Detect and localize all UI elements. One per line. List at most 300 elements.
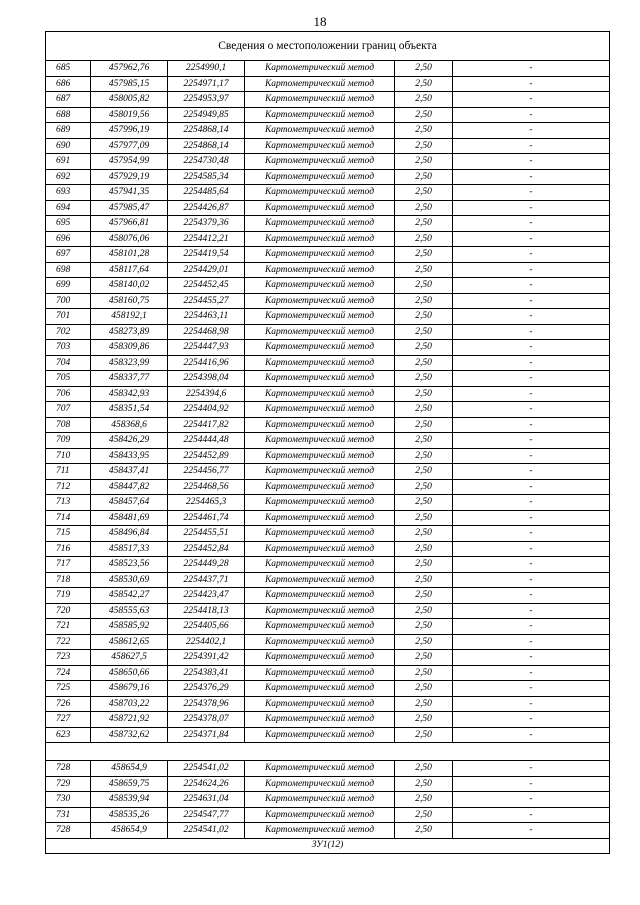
coordinate-x-cell: 458659,75 xyxy=(91,776,168,792)
description-cell: - xyxy=(453,479,610,495)
table-row xyxy=(46,526,610,542)
method-cell: Картометрический метод xyxy=(245,510,395,526)
point-number-cell: 717 xyxy=(46,557,91,573)
table-row xyxy=(46,355,610,371)
coordinate-y-cell: 2254429,01 xyxy=(168,262,245,278)
coordinate-x-cell: 458351,54 xyxy=(91,402,168,418)
accuracy-cell: 2,50 xyxy=(395,464,453,480)
coordinate-y-cell: 2254456,77 xyxy=(168,464,245,480)
point-number-cell: 702 xyxy=(46,324,91,340)
point-number-cell: 694 xyxy=(46,200,91,216)
accuracy-cell: 2,50 xyxy=(395,309,453,325)
coordinate-x-cell: 458721,92 xyxy=(91,712,168,728)
coordinate-x-cell: 458732,62 xyxy=(91,727,168,743)
accuracy-cell: 2,50 xyxy=(395,433,453,449)
description-cell: - xyxy=(453,541,610,557)
accuracy-cell: 2,50 xyxy=(395,479,453,495)
accuracy-cell: 2,50 xyxy=(395,807,453,823)
accuracy-cell: 2,50 xyxy=(395,665,453,681)
accuracy-cell: 2,50 xyxy=(395,619,453,635)
coordinate-y-cell: 2254379,36 xyxy=(168,216,245,232)
description-cell: - xyxy=(453,650,610,666)
point-number-cell: 693 xyxy=(46,185,91,201)
method-cell: Картометрический метод xyxy=(245,417,395,433)
accuracy-cell: 2,50 xyxy=(395,216,453,232)
coordinate-x-cell: 458337,77 xyxy=(91,371,168,387)
accuracy-cell: 2,50 xyxy=(395,185,453,201)
point-number-cell: 727 xyxy=(46,712,91,728)
coordinate-y-cell: 2254541,02 xyxy=(168,823,245,839)
method-cell: Картометрический метод xyxy=(245,681,395,697)
coordinate-x-cell: 457977,09 xyxy=(91,138,168,154)
point-number-cell: 728 xyxy=(46,823,91,839)
method-cell: Картометрический метод xyxy=(245,216,395,232)
coordinate-x-cell: 458273,89 xyxy=(91,324,168,340)
point-number-cell: 692 xyxy=(46,169,91,185)
coordinate-x-cell: 458309,86 xyxy=(91,340,168,356)
point-number-cell: 724 xyxy=(46,665,91,681)
table-row xyxy=(46,541,610,557)
method-cell: Картометрический метод xyxy=(245,712,395,728)
method-cell: Картометрический метод xyxy=(245,696,395,712)
coordinate-y-cell: 2254376,29 xyxy=(168,681,245,697)
coordinate-x-cell: 458117,64 xyxy=(91,262,168,278)
method-cell: Картометрический метод xyxy=(245,231,395,247)
coordinate-y-cell: 2254452,84 xyxy=(168,541,245,557)
coordinate-y-cell: 2254419,54 xyxy=(168,247,245,263)
coordinate-y-cell: 2254730,48 xyxy=(168,154,245,170)
coordinate-y-cell: 2254412,21 xyxy=(168,231,245,247)
accuracy-cell: 2,50 xyxy=(395,526,453,542)
table-row xyxy=(46,603,610,619)
table-row xyxy=(46,696,610,712)
accuracy-cell: 2,50 xyxy=(395,123,453,139)
method-cell: Картометрический метод xyxy=(245,185,395,201)
point-number-cell: 687 xyxy=(46,92,91,108)
method-cell: Картометрический метод xyxy=(245,123,395,139)
coordinate-y-cell: 2254455,27 xyxy=(168,293,245,309)
description-cell: - xyxy=(453,572,610,588)
point-number-cell: 700 xyxy=(46,293,91,309)
coordinate-y-cell: 2254465,3 xyxy=(168,495,245,511)
table-row xyxy=(46,823,610,839)
coordinate-x-cell: 458192,1 xyxy=(91,309,168,325)
point-number-cell: 731 xyxy=(46,807,91,823)
coordinate-y-cell: 2254418,13 xyxy=(168,603,245,619)
method-cell: Картометрический метод xyxy=(245,309,395,325)
accuracy-cell: 2,50 xyxy=(395,634,453,650)
coordinate-y-cell: 2254391,42 xyxy=(168,650,245,666)
coordinate-x-cell: 458433,95 xyxy=(91,448,168,464)
method-cell: Картометрический метод xyxy=(245,293,395,309)
table-row xyxy=(46,572,610,588)
coordinate-x-cell: 458555,63 xyxy=(91,603,168,619)
coordinate-y-cell: 2254971,17 xyxy=(168,76,245,92)
description-cell: - xyxy=(453,417,610,433)
coordinate-x-cell: 457962,76 xyxy=(91,61,168,77)
coordinate-y-cell: 2254468,56 xyxy=(168,479,245,495)
method-cell: Картометрический метод xyxy=(245,526,395,542)
coordinate-x-cell: 458019,56 xyxy=(91,107,168,123)
coordinate-x-cell: 458654,9 xyxy=(91,823,168,839)
accuracy-cell: 2,50 xyxy=(395,650,453,666)
method-cell: Картометрический метод xyxy=(245,448,395,464)
point-number-cell: 719 xyxy=(46,588,91,604)
description-cell: - xyxy=(453,123,610,139)
method-cell: Картометрический метод xyxy=(245,572,395,588)
coordinate-x-cell: 458342,93 xyxy=(91,386,168,402)
table-row xyxy=(46,464,610,480)
table-row xyxy=(46,107,610,123)
coordinate-y-cell: 2254631,04 xyxy=(168,792,245,808)
table-row xyxy=(46,309,610,325)
coordinate-x-cell: 458654,9 xyxy=(91,761,168,777)
accuracy-cell: 2,50 xyxy=(395,138,453,154)
point-number-cell: 623 xyxy=(46,727,91,743)
method-cell: Картометрический метод xyxy=(245,200,395,216)
coordinate-y-cell: 2254404,92 xyxy=(168,402,245,418)
description-cell: - xyxy=(453,169,610,185)
table-body-main xyxy=(46,61,610,743)
point-number-cell: 686 xyxy=(46,76,91,92)
table-body-secondary xyxy=(46,761,610,839)
coordinate-x-cell: 458496,84 xyxy=(91,526,168,542)
table-row xyxy=(46,792,610,808)
description-cell: - xyxy=(453,588,610,604)
description-cell: - xyxy=(453,510,610,526)
method-cell: Картометрический метод xyxy=(245,776,395,792)
method-cell: Картометрический метод xyxy=(245,541,395,557)
accuracy-cell: 2,50 xyxy=(395,510,453,526)
point-number-cell: 708 xyxy=(46,417,91,433)
point-number-cell: 703 xyxy=(46,340,91,356)
method-cell: Картометрический метод xyxy=(245,154,395,170)
accuracy-cell: 2,50 xyxy=(395,231,453,247)
description-cell: - xyxy=(453,154,610,170)
point-number-cell: 699 xyxy=(46,278,91,294)
boundary-coordinates-table xyxy=(45,31,610,854)
description-cell: - xyxy=(453,309,610,325)
coordinate-x-cell: 458530,69 xyxy=(91,572,168,588)
table-row xyxy=(46,681,610,697)
coordinate-y-cell: 2254541,02 xyxy=(168,761,245,777)
coordinate-x-cell: 458650,66 xyxy=(91,665,168,681)
point-number-cell: 725 xyxy=(46,681,91,697)
accuracy-cell: 2,50 xyxy=(395,76,453,92)
coordinate-x-cell: 458323,99 xyxy=(91,355,168,371)
table-row xyxy=(46,495,610,511)
table-row xyxy=(46,417,610,433)
point-number-cell: 728 xyxy=(46,761,91,777)
description-cell: - xyxy=(453,61,610,77)
coordinate-x-cell: 458517,33 xyxy=(91,541,168,557)
point-number-cell: 722 xyxy=(46,634,91,650)
point-number-cell: 690 xyxy=(46,138,91,154)
coordinate-y-cell: 2254452,89 xyxy=(168,448,245,464)
table-row xyxy=(46,386,610,402)
coordinate-y-cell: 2254416,96 xyxy=(168,355,245,371)
table-row xyxy=(46,665,610,681)
coordinate-x-cell: 458437,41 xyxy=(91,464,168,480)
coordinate-y-cell: 2254949,85 xyxy=(168,107,245,123)
coordinate-y-cell: 2254383,41 xyxy=(168,665,245,681)
coordinate-x-cell: 458368,6 xyxy=(91,417,168,433)
method-cell: Картометрический метод xyxy=(245,92,395,108)
accuracy-cell: 2,50 xyxy=(395,696,453,712)
method-cell: Картометрический метод xyxy=(245,247,395,263)
description-cell: - xyxy=(453,262,610,278)
description-cell: - xyxy=(453,495,610,511)
coordinate-y-cell: 2254437,71 xyxy=(168,572,245,588)
table-row xyxy=(46,278,610,294)
coordinate-x-cell: 458447,82 xyxy=(91,479,168,495)
description-cell: - xyxy=(453,185,610,201)
description-cell: - xyxy=(453,371,610,387)
coordinate-x-cell: 457985,47 xyxy=(91,200,168,216)
coordinate-x-cell: 458076,06 xyxy=(91,231,168,247)
accuracy-cell: 2,50 xyxy=(395,727,453,743)
coordinate-y-cell: 2254426,87 xyxy=(168,200,245,216)
method-cell: Картометрический метод xyxy=(245,402,395,418)
method-cell: Картометрический метод xyxy=(245,138,395,154)
accuracy-cell: 2,50 xyxy=(395,278,453,294)
description-cell: - xyxy=(453,792,610,808)
table-row xyxy=(46,123,610,139)
coordinate-y-cell: 2254394,6 xyxy=(168,386,245,402)
coordinate-y-cell: 2254417,82 xyxy=(168,417,245,433)
method-cell: Картометрический метод xyxy=(245,371,395,387)
method-cell: Картометрический метод xyxy=(245,262,395,278)
coordinate-x-cell: 458612,65 xyxy=(91,634,168,650)
accuracy-cell: 2,50 xyxy=(395,557,453,573)
coordinate-y-cell: 2254585,34 xyxy=(168,169,245,185)
method-cell: Картометрический метод xyxy=(245,355,395,371)
method-cell: Картометрический метод xyxy=(245,557,395,573)
method-cell: Картометрический метод xyxy=(245,107,395,123)
coordinate-y-cell: 2254444,48 xyxy=(168,433,245,449)
point-number-cell: 716 xyxy=(46,541,91,557)
description-cell: - xyxy=(453,278,610,294)
coordinate-x-cell: 457929,19 xyxy=(91,169,168,185)
coordinate-x-cell: 458457,64 xyxy=(91,495,168,511)
table-row xyxy=(46,650,610,666)
coordinate-x-cell: 458523,56 xyxy=(91,557,168,573)
coordinate-x-cell: 458539,94 xyxy=(91,792,168,808)
description-cell: - xyxy=(453,76,610,92)
coordinate-x-cell: 458542,27 xyxy=(91,588,168,604)
point-number-cell: 707 xyxy=(46,402,91,418)
accuracy-cell: 2,50 xyxy=(395,495,453,511)
point-number-cell: 685 xyxy=(46,61,91,77)
table-row xyxy=(46,138,610,154)
coordinate-y-cell: 2254624,26 xyxy=(168,776,245,792)
point-number-cell: 711 xyxy=(46,464,91,480)
description-cell: - xyxy=(453,92,610,108)
method-cell: Картометрический метод xyxy=(245,169,395,185)
table-row xyxy=(46,761,610,777)
table-row xyxy=(46,61,610,77)
method-cell: Картометрический метод xyxy=(245,727,395,743)
accuracy-cell: 2,50 xyxy=(395,200,453,216)
table-row xyxy=(46,776,610,792)
accuracy-cell: 2,50 xyxy=(395,712,453,728)
point-number-cell: 695 xyxy=(46,216,91,232)
coordinate-x-cell: 458101,28 xyxy=(91,247,168,263)
method-cell: Картометрический метод xyxy=(245,807,395,823)
point-number-cell: 689 xyxy=(46,123,91,139)
point-number-cell: 729 xyxy=(46,776,91,792)
coordinate-x-cell: 458005,82 xyxy=(91,92,168,108)
point-number-cell: 720 xyxy=(46,603,91,619)
description-cell: - xyxy=(453,402,610,418)
accuracy-cell: 2,50 xyxy=(395,792,453,808)
table-row xyxy=(46,557,610,573)
description-cell: - xyxy=(453,761,610,777)
coordinate-y-cell: 2254378,07 xyxy=(168,712,245,728)
method-cell: Картометрический метод xyxy=(245,386,395,402)
coordinate-y-cell: 2254868,14 xyxy=(168,123,245,139)
accuracy-cell: 2,50 xyxy=(395,92,453,108)
table-row xyxy=(46,371,610,387)
method-cell: Картометрический метод xyxy=(245,761,395,777)
table-row xyxy=(46,293,610,309)
accuracy-cell: 2,50 xyxy=(395,681,453,697)
table-row xyxy=(46,324,610,340)
accuracy-cell: 2,50 xyxy=(395,386,453,402)
table-row xyxy=(46,169,610,185)
point-number-cell: 704 xyxy=(46,355,91,371)
method-cell: Картометрический метод xyxy=(245,340,395,356)
table-row xyxy=(46,185,610,201)
point-number-cell: 698 xyxy=(46,262,91,278)
coordinate-x-cell: 458703,22 xyxy=(91,696,168,712)
description-cell: - xyxy=(453,200,610,216)
table-row xyxy=(46,340,610,356)
table-row xyxy=(46,92,610,108)
table-row xyxy=(46,154,610,170)
point-number-cell: 710 xyxy=(46,448,91,464)
accuracy-cell: 2,50 xyxy=(395,448,453,464)
accuracy-cell: 2,50 xyxy=(395,355,453,371)
table-row xyxy=(46,262,610,278)
table-row xyxy=(46,712,610,728)
accuracy-cell: 2,50 xyxy=(395,776,453,792)
page-number: 18 xyxy=(313,14,327,29)
table-row xyxy=(46,807,610,823)
accuracy-cell: 2,50 xyxy=(395,107,453,123)
method-cell: Картометрический метод xyxy=(245,464,395,480)
coordinate-x-cell: 458535,26 xyxy=(91,807,168,823)
coordinate-x-cell: 457985,15 xyxy=(91,76,168,92)
table-row xyxy=(46,76,610,92)
description-cell: - xyxy=(453,681,610,697)
description-cell: - xyxy=(453,557,610,573)
description-cell: - xyxy=(453,355,610,371)
coordinate-x-cell: 457966,81 xyxy=(91,216,168,232)
accuracy-cell: 2,50 xyxy=(395,572,453,588)
description-cell: - xyxy=(453,386,610,402)
accuracy-cell: 2,50 xyxy=(395,61,453,77)
description-cell: - xyxy=(453,340,610,356)
point-number-cell: 688 xyxy=(46,107,91,123)
coordinate-x-cell: 457941,35 xyxy=(91,185,168,201)
description-cell: - xyxy=(453,464,610,480)
description-cell: - xyxy=(453,216,610,232)
table-row xyxy=(46,231,610,247)
coordinate-y-cell: 2254405,66 xyxy=(168,619,245,635)
method-cell: Картометрический метод xyxy=(245,433,395,449)
point-number-cell: 730 xyxy=(46,792,91,808)
point-number-cell: 697 xyxy=(46,247,91,263)
coordinate-y-cell: 2254463,11 xyxy=(168,309,245,325)
accuracy-cell: 2,50 xyxy=(395,262,453,278)
description-cell: - xyxy=(453,727,610,743)
table-row xyxy=(46,619,610,635)
description-cell: - xyxy=(453,665,610,681)
method-cell: Картометрический метод xyxy=(245,634,395,650)
method-cell: Картометрический метод xyxy=(245,603,395,619)
coordinate-y-cell: 2254452,45 xyxy=(168,278,245,294)
coordinate-x-cell: 458140,02 xyxy=(91,278,168,294)
accuracy-cell: 2,50 xyxy=(395,588,453,604)
description-cell: - xyxy=(453,247,610,263)
method-cell: Картометрический метод xyxy=(245,792,395,808)
method-cell: Картометрический метод xyxy=(245,324,395,340)
table-caption: Сведения о местоположении границ объекта xyxy=(46,32,610,61)
description-cell: - xyxy=(453,448,610,464)
method-cell: Картометрический метод xyxy=(245,495,395,511)
table-row xyxy=(46,510,610,526)
coordinate-x-cell: 458426,29 xyxy=(91,433,168,449)
table-gap xyxy=(46,743,610,761)
accuracy-cell: 2,50 xyxy=(395,823,453,839)
accuracy-cell: 2,50 xyxy=(395,761,453,777)
accuracy-cell: 2,50 xyxy=(395,402,453,418)
description-cell: - xyxy=(453,293,610,309)
point-number-cell: 705 xyxy=(46,371,91,387)
description-cell: - xyxy=(453,324,610,340)
description-cell: - xyxy=(453,776,610,792)
table-row xyxy=(46,216,610,232)
description-cell: - xyxy=(453,433,610,449)
coordinate-x-cell: 457954,99 xyxy=(91,154,168,170)
description-cell: - xyxy=(453,807,610,823)
table-row xyxy=(46,727,610,743)
description-cell: - xyxy=(453,107,610,123)
coordinate-y-cell: 2254547,77 xyxy=(168,807,245,823)
table-row xyxy=(46,588,610,604)
accuracy-cell: 2,50 xyxy=(395,169,453,185)
point-number-cell: 709 xyxy=(46,433,91,449)
coordinate-y-cell: 2254461,74 xyxy=(168,510,245,526)
coordinate-y-cell: 2254378,96 xyxy=(168,696,245,712)
method-cell: Картометрический метод xyxy=(245,619,395,635)
point-number-cell: 701 xyxy=(46,309,91,325)
coordinate-y-cell: 2254990,1 xyxy=(168,61,245,77)
coordinate-y-cell: 2254953,97 xyxy=(168,92,245,108)
point-number-cell: 718 xyxy=(46,572,91,588)
coordinate-y-cell: 2254402,1 xyxy=(168,634,245,650)
description-cell: - xyxy=(453,603,610,619)
table-row xyxy=(46,402,610,418)
coordinate-x-cell: 458679,16 xyxy=(91,681,168,697)
table-row xyxy=(46,634,610,650)
coordinate-y-cell: 2254371,84 xyxy=(168,727,245,743)
method-cell: Картометрический метод xyxy=(245,61,395,77)
method-cell: Картометрический метод xyxy=(245,76,395,92)
table-row xyxy=(46,247,610,263)
point-number-cell: 714 xyxy=(46,510,91,526)
